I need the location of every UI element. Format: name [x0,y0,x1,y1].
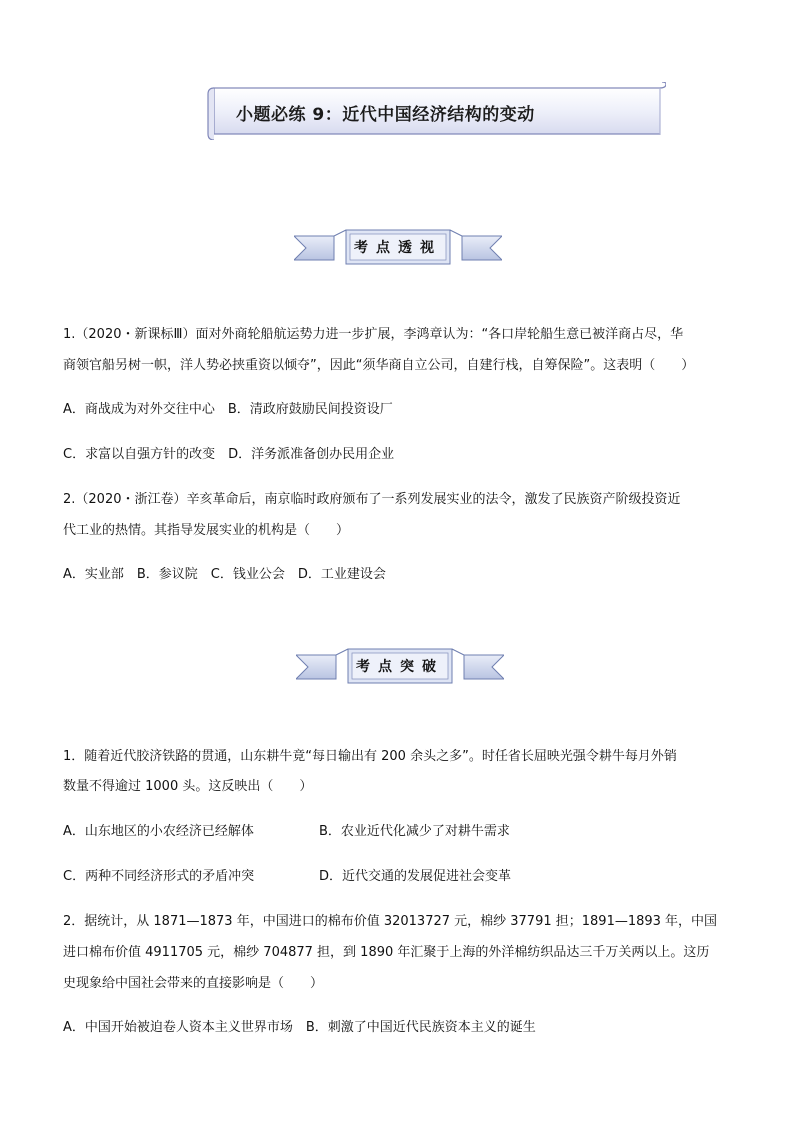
question-2-options: A．实业部 B．参议院 C．钱业公会 D．工业建设会 [63,567,386,582]
question-1-option-a: A．山东地区的小农经济已经解体 [63,824,254,839]
question-1-options-cd: C．求富以自强方针的改变 D．洋务派准备创办民用企业 [63,447,395,462]
question-1-line-2: 商领官船另树一帜，洋人势必挟重资以倾夺”，因此“须华商自立公司，自建行栈，自筹保险”。这表明（ ） [63,358,695,373]
section-heading-ribbon [296,647,504,687]
question-2-line-2: 进口棉布价值 4911705 元，棉纱 704877 担，到 1890 年汇聚于上海的外洋棉纺织品达三千万关两以上。这历 [63,945,710,960]
question-2-options-ab: A．中国开始被迫卷人资本主义世界市场 B．刺激了中国近代民族资本主义的诞生 [63,1020,536,1035]
question-2-line-1: 2.（2020・浙江卷）辛亥革命后，南京临时政府颁布了一系列发展实业的法令，激发了民族资产阶级投资近 [63,492,681,507]
section-heading-ribbon [294,228,502,268]
question-1-line-2: 数量不得逾过 1000 头。这反映出（ ） [63,779,313,794]
question-1-options-ab: A．商战成为对外交往中心 B．清政府鼓励民间投资设厂 [63,402,393,417]
title-banner [206,82,666,140]
question-2-line-1: 2．据统计，从 1871—1873 年，中国进口的棉布价值 32013727 元，棉纱 37791 担；1891—1893 年，中国 [63,914,718,929]
page-title: 小题必练 9：近代中国经济结构的变动 [236,105,535,125]
question-1-option-d: D．近代交通的发展促进社会变革 [319,869,512,884]
question-2-line-3: 史现象给中国社会带来的直接影响是（ ） [63,976,324,991]
question-2-line-2: 代工业的热情。其指导发展实业的机构是（ ） [63,523,350,538]
question-1-option-c: C．两种不同经济形式的矛盾冲突 [63,869,255,884]
question-1-line-1: 1.（2020・新课标Ⅲ）面对外商轮船航运势力进一步扩展，李鸿章认为：“各口岸轮船生意已被洋商占尽，华 [63,327,684,342]
question-1-line-1: 1．随着近代胶济铁路的贯通，山东耕牛竟“每日输出有 200 余头之多”。时任省长屈映光强令耕牛每月外销 [63,749,677,764]
question-1-option-b: B．农业近代化减少了对耕牛需求 [319,824,510,839]
section-heading: 考点突破 [356,659,444,675]
section-heading: 考点透视 [354,240,442,256]
